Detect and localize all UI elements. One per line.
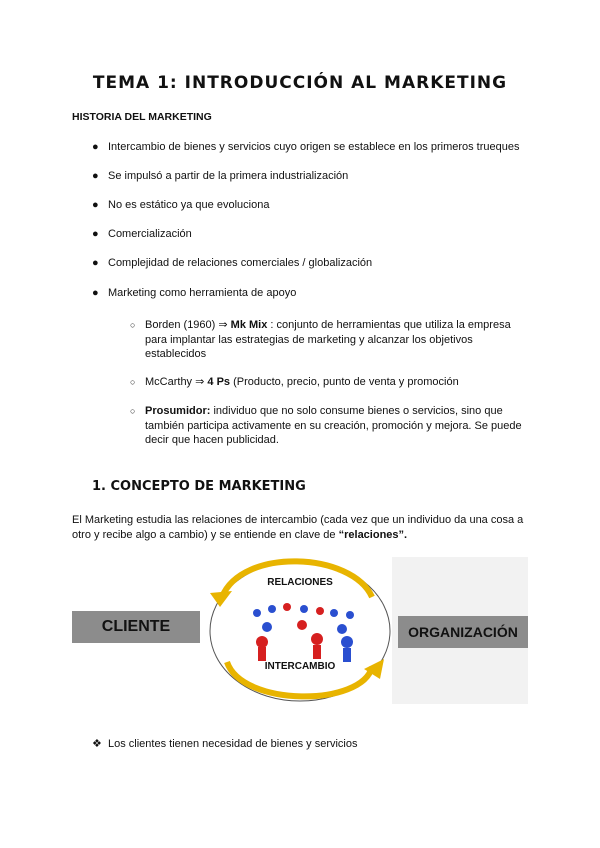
text: (Producto, precio, punto de venta y promoción <box>230 376 459 388</box>
bold-text: Mk Mix <box>230 319 268 331</box>
text: McCarthy ⇒ <box>145 376 208 388</box>
sub-list-item: ○ McCarthy ⇒ 4 Ps (Producto, precio, punto de venta y promoción <box>130 376 459 388</box>
section-heading: 1. CONCEPTO DE MARKETING <box>92 479 306 494</box>
list-item-text: Se impulsó a partir de la primera industrialización <box>108 170 349 182</box>
list-item-text: Comercialización <box>108 228 192 240</box>
organizacion-label: ORGANIZACIÓN <box>408 624 518 640</box>
text: El Marketing estudia las relaciones de intercambio (cada vez que un individuo da una cosa a otro y recibe algo a cambio) y se entiende en clave de <box>72 514 524 541</box>
list-item-text: No es estático ya que evoluciona <box>108 199 270 211</box>
list-item-text: Complejidad de relaciones comerciales / globalización <box>108 257 373 269</box>
list-item-text: Marketing como herramienta de apoyo <box>108 287 297 299</box>
page-title: TEMA 1: INTRODUCCIÓN AL MARKETING <box>92 73 508 93</box>
sub-list-item: ○ Prosumidor: individuo que no solo consume bienes o servicios, sino que también participa activamente en su creación, promoción y mejora. Se puede decir que hacen publicidad. <box>130 405 522 446</box>
list-item-text: Intercambio de bienes y servicios cuyo origen se establece en los primeros trueques <box>108 141 520 153</box>
document-page: TEMA 1: INTRODUCCIÓN AL MARKETING HISTORIA DEL MARKETING ● Intercambio de bienes y servicios cuyo origen se establece en los primeros trueques ● Se impulsó a partir de la primera industrialización ● No es estático ya que evoluciona ● Comercialización ● Complejidad de relaciones comerciales / globalización ● Marketing como herramienta de apoyo ○ Borden (1960) ⇒ Mk Mix : conjunto de herramientas que utiliza la empresa para implantar las estrategias de marketing y alcanzar los objetivos establecidos ○ McCarthy ⇒ 4 Ps (Producto, precio, punto de venta y promoción ○ Prosumidor: individuo que no solo consume bienes o servicios, sino que también participa activamente en su creación, promoción y mejora. Se puede decir que hacen publicidad. 1. CONCEPTO DE MARKETING El Marketing estudia las relaciones de intercambio (cada vez que un individuo da una cosa a otro y recibe algo a cambio) y se entiende en clave de “relaciones”. CLIENTE ORGANIZACIÓN RELACIONES INTERCAMBIO ❖ Los clientes tienen necesidad de bienes y servicios <box>0 0 600 848</box>
bold-text: “relaciones”. <box>338 529 408 541</box>
list-item <box>92 737 357 750</box>
list-item-text: Los clientes tienen necesidad de bienes y servicios <box>108 738 358 750</box>
intercambio-label: INTERCAMBIO <box>264 661 336 672</box>
relaciones-label: RELACIONES <box>267 577 333 588</box>
bold-text: Prosumidor: <box>145 405 211 417</box>
diamond-bullet-icon: ❖ <box>92 738 102 750</box>
sub-list-item: ○ Borden (1960) ⇒ Mk Mix : conjunto de herramientas que utiliza la empresa para implantar las estrategias de marketing y alcanzar los objetivos establecidos <box>130 319 511 360</box>
history-heading: HISTORIA DEL MARKETING <box>72 111 212 123</box>
text: : conjunto de herramientas que utiliza la empresa para implantar las estrategias de marketing y alcanzar los objetivos establecidos <box>145 319 511 360</box>
marketing-diagram <box>72 557 528 704</box>
bold-text: 4 Ps <box>207 376 231 388</box>
cliente-label: CLIENTE <box>101 618 171 635</box>
paragraph <box>72 513 532 543</box>
text: Borden (1960) ⇒ <box>145 319 231 331</box>
text: individuo que no solo consume bienes o servicios, sino que también participa activamente en su creación, promoción y mejora. Se puede decir que hacen publicidad. <box>145 405 522 446</box>
